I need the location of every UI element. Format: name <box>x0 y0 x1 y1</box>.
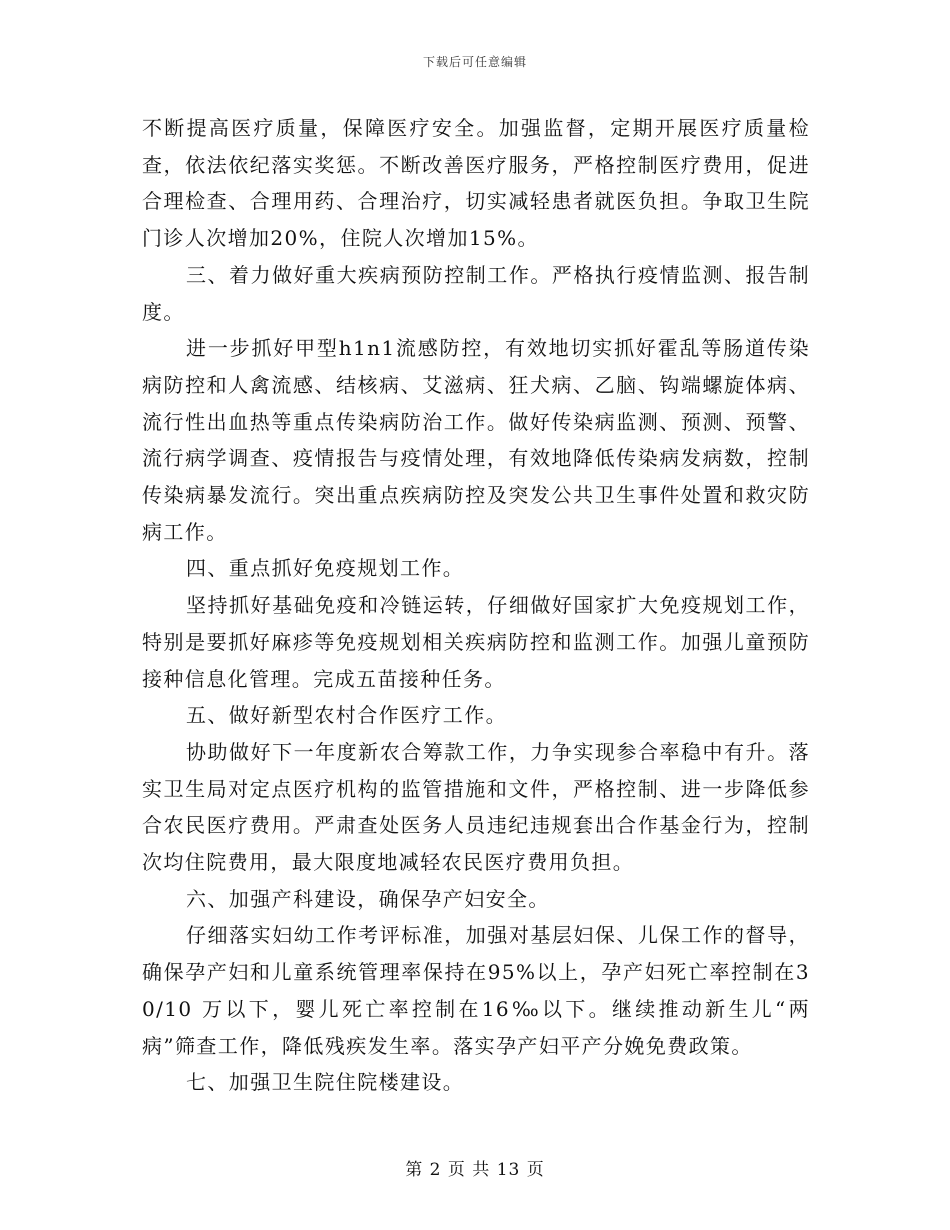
section-heading-6: 六、加强产科建设，确保孕产妇安全。 <box>186 886 550 911</box>
paragraph-continuation: 不断提高医疗质量，保障医疗安全。加强监督，定期开展医疗质量检查，依法依纪落实奖惩。不断改善医疗服务，严格控制医疗费用，促进合理检查、合理用药、合理治疗，切实减轻患者就医负担。争取卫生院门诊人次增加20%，住院人次增加15%。 <box>142 116 810 251</box>
section-heading-5: 五、做好新型农村合作医疗工作。 <box>186 703 507 728</box>
section-heading-7: 七、加强卫生院住院楼建设。 <box>186 1070 465 1095</box>
page-header: 下载后可任意编辑 <box>422 55 527 69</box>
paragraph-disease-control: 进一步抓好甲型h1n1流感防控，有效地切实抓好霍乱等肠道传染病防控和人禽流感、结核病、艾滋病、狂犬病、乙脑、钩端螺旋体病、流行性出血热等重点传染病防治工作。做好传染病监测、预测、预警、流行病学调查、疫情报告与疫情处理，有效地降低传染病发病数，控制传染病暴发流行。突出重点疾病防控及突发公共卫生事件处置和救灾防病工作。 <box>142 336 810 544</box>
paragraph-rural-medical: 协助做好下一年度新农合筹款工作，力争实现参合率稳中有升。落实卫生局对定点医疗机构的监管措施和文件，严格控制、进一步降低参合农民医疗费用。严肃查处医务人员违纪违规套出合作基金行为，控制次均住院费用，最大限度地减轻农民医疗费用负担。 <box>142 739 810 875</box>
page-number: 第 2 页 共 13 页 <box>405 1160 545 1180</box>
paragraph-maternal-child: 仔细落实妇幼工作考评标准，加强对基层妇保、儿保工作的督导，确保孕产妇和儿童系统管理率保持在95%以上，孕产妇死亡率控制在30/10 万以下，婴儿死亡率控制在16‰以下。继续推动新生儿“两病”筛查工作，降低残疾发生率。落实孕产妇平产分娩免费政策。 <box>142 923 810 1058</box>
document-body <box>142 110 810 1101</box>
paragraph-immunization: 坚持抓好基础免疫和冷链运转，仔细做好国家扩大免疫规划工作，特别是要抓好麻疹等免疫规划相关疾病防控和监测工作。加强儿童预防接种信息化管理。完成五苗接种任务。 <box>142 593 810 691</box>
section-heading-3: 三、着力做好重大疾病预防控制工作。严格执行疫情监测、报告制度。 <box>142 262 810 324</box>
section-heading-4: 四、重点抓好免疫规划工作。 <box>186 556 465 581</box>
